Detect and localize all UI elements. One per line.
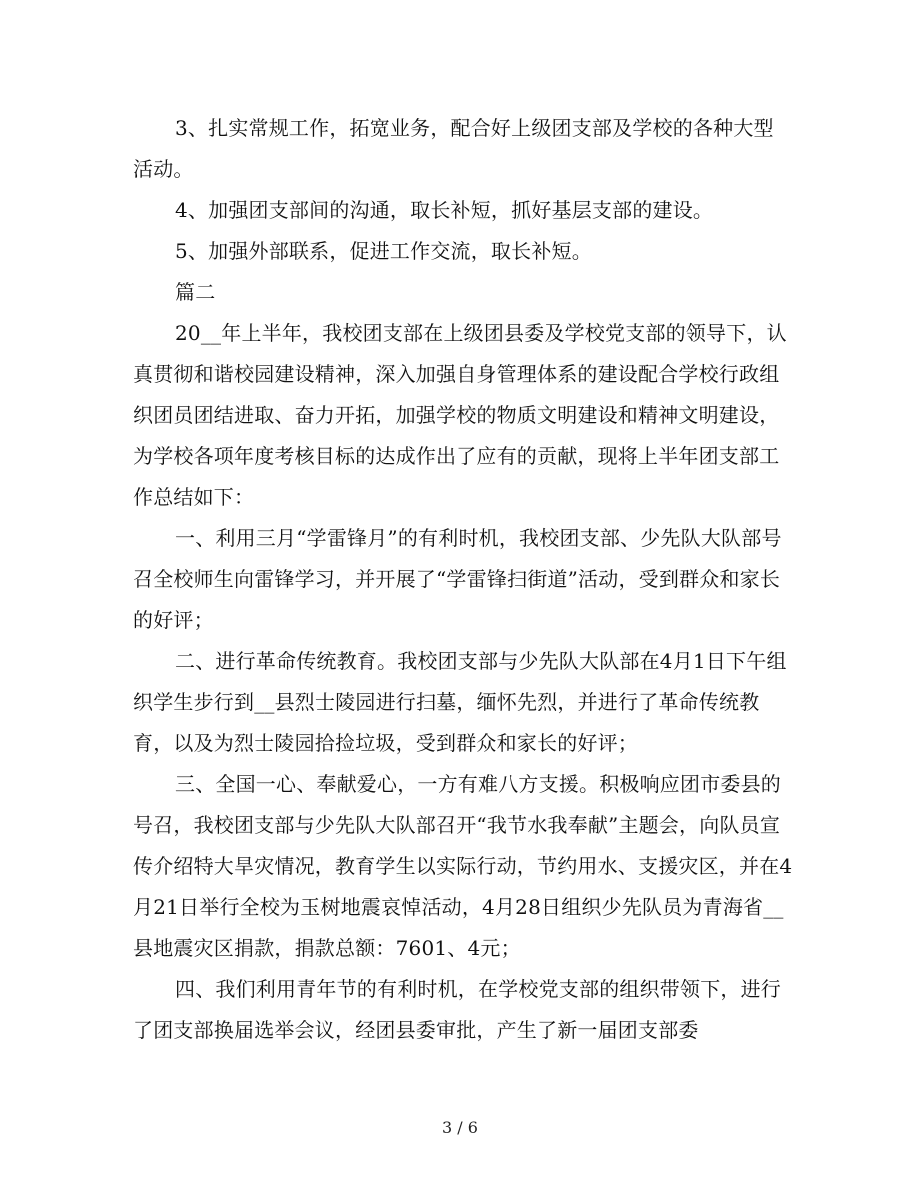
paragraph-intro: 20__年上半年，我校团支部在上级团县委及学校党支部的领导下，认真贯彻和谐校园建设精神，深入加强自身管理体系的建设配合学校行政组织团员团结进取、奋力开拓，加强学校的物质文明建设和精神文明建设，为学校各项年度考核目标的达成作出了应有的贡献，现将上半年团支部工作总结如下： [133,321,787,509]
paragraph-item-4: 4、加强团支部间的沟通，取长补短，抓好基层支部的建设。 [175,198,714,222]
document-body [133,108,793,1051]
paragraph-point-4: 四、我们利用青年节的有利时机，在学校党支部的组织带领下，进行了团支部换届选举会议，经团县委审批，产生了新一届团支部委 [133,977,781,1042]
paragraph-point-1: 一、利用三月“学雷锋月”的有利时机，我校团支部、少先队大队部号召全校师生向雷锋学习，并开展了“学雷锋扫街道”活动，受到群众和家长的好评； [133,526,782,632]
paragraph-point-2: 二、进行革命传统教育。我校团支部与少先队大队部在4月1日下午组织学生步行到__县烈士陵园进行扫墓，缅怀先烈，并进行了革命传统教育，以及为烈士陵园拾捡垃圾，受到群众和家长的好评； [133,649,787,755]
paragraph-item-5: 5、加强外部联系，促进工作交流，取长补短。 [175,239,592,263]
paragraph-item-3: 3、扎实常规工作，拓宽业务，配合好上级团支部及学校的各种大型活动。 [133,116,774,181]
section-heading: 篇二 [175,280,216,304]
page-number: 3 / 6 [442,1118,478,1137]
paragraph-point-3: 三、全国一心、奉献爱心，一方有难八方支援。积极响应团市委县的号召，我校团支部与少先队大队部召开“我节水我奉献”主题会，向队员宣传介绍特大旱灾情况，教育学生以实际行动，节约用水、支援灾区，并在4月21日举行全校为玉树地震哀悼活动，4月28日组织少先队员为青海省__县地震灾区捐款，捐款总额：7601、4元； [133,772,793,960]
